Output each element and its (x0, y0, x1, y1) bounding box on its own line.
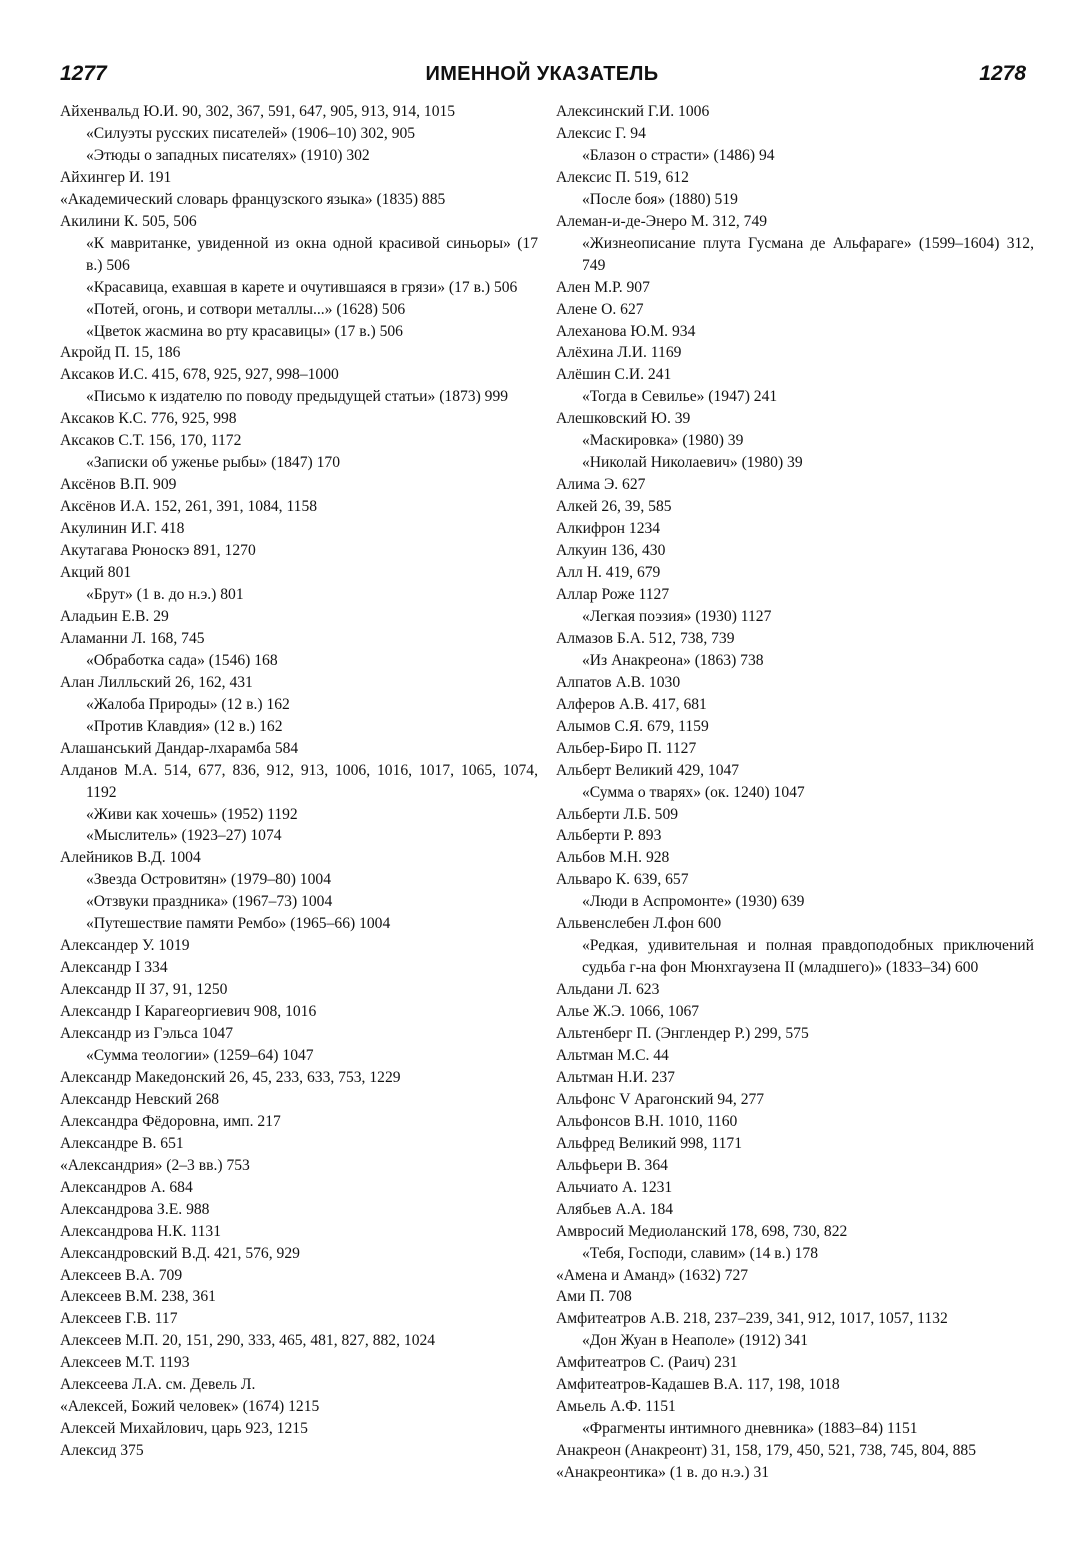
index-entry: Альбов М.Н. 928 (556, 849, 670, 867)
index-entry: Альберт Великий 429, 1047 (556, 761, 740, 779)
index-entry: «Александрия» (2–3 вв.) 753 (60, 1156, 250, 1174)
index-subentry: «Против Клавдия» (12 в.) 162 (86, 717, 283, 735)
index-subentry: «Красавица, ехавшая в карете и очутившаяся в грязи» (17 в.) 506 (86, 278, 518, 296)
index-subentry: «Блазон о страсти» (1486) 94 (582, 146, 775, 164)
index-entry: Альфред Великий 998, 1171 (556, 1134, 743, 1152)
index-entry: Алкей 26, 39, 585 (556, 498, 672, 516)
index-subentry: «Письмо к издателю по поводу предыдущей статьи» (1873) 999 (86, 388, 509, 406)
index-entry: Алеханова Ю.М. 934 (556, 322, 696, 340)
index-entry: Алешковский Ю. 39 (556, 410, 691, 428)
index-entry: «Академический словарь французского языка» (1835) 885 (60, 190, 446, 208)
index-entry: Александр из Гэльса 1047 (60, 1025, 234, 1043)
index-subentry: «Путешествие памяти Рембо» (1965–66) 1004 (86, 915, 391, 933)
index-entry: Аксаков И.С. 415, 678, 925, 927, 998–1000 (60, 366, 339, 384)
index-entry: Аксёнов И.А. 152, 261, 391, 1084, 1158 (60, 498, 318, 516)
index-entry: Айхенвальд Ю.И. 90, 302, 367, 591, 647, 905, 913, 914, 1015 (60, 103, 456, 120)
index-entry: Александре В. 651 (60, 1134, 184, 1152)
index-entry: Альчиато А. 1231 (556, 1178, 673, 1196)
index-entry: Алашанський Дандар-лхарамба 584 (60, 739, 299, 757)
index-entry: Ами П. 708 (556, 1288, 632, 1306)
index-entry: Александровский В.Д. 421, 576, 929 (60, 1244, 300, 1262)
index-entry: Алферов А.В. 417, 681 (556, 695, 707, 713)
index-entry: Аладьин Е.В. 29 (60, 607, 169, 625)
index-entry: Акилини К. 505, 506 (60, 212, 197, 230)
index-subentry: «Маскировка» (1980) 39 (582, 432, 744, 450)
index-entry: Акутагава Рюноскэ 891, 1270 (60, 542, 256, 560)
index-subentry: «Записки об уженье рыбы» (1847) 170 (86, 454, 340, 472)
index-entry: Алене О. 627 (556, 300, 644, 318)
index-entry: Александр Невский 268 (60, 1090, 220, 1108)
index-entry: Алексеев В.М. 238, 361 (60, 1288, 216, 1306)
index-entry: Ален М.Р. 907 (556, 278, 650, 296)
index-subentry: «Потей, огонь, и сотвори металлы...» (1628) 506 (86, 300, 406, 318)
index-entry: Александра Фёдоровна, имп. 217 (60, 1112, 281, 1130)
index-entry: Альваро К. 639, 657 (556, 871, 689, 889)
index-entry: Амфитеатров А.В. 218, 237–239, 341, 912, 1017, 1057, 1132 (556, 1310, 948, 1328)
index-entry: Алексис П. 519, 612 (556, 168, 689, 186)
index-entry: Аксёнов В.П. 909 (60, 476, 177, 494)
index-subentry: «Цветок жасмина во рту красавицы» (17 в.) 506 (86, 322, 403, 340)
index-subentry: «Звезда Островитян» (1979–80) 1004 (86, 871, 331, 889)
page-number-right: 1278 (979, 62, 1026, 85)
index-entry: Альберти Р. 893 (556, 827, 662, 845)
index-entry: Альфьери В. 364 (556, 1156, 668, 1174)
index-subentry: «Силуэты русских писателей» (1906–10) 302, 905 (86, 124, 416, 142)
index-subentry: «Этюды о западных писателях» (1910) 302 (86, 146, 370, 164)
index-subentry: «Дон Жуан в Неаполе» (1912) 341 (582, 1332, 808, 1350)
index-entry: Аллар Роже 1127 (556, 585, 670, 603)
index-subentry: «Отзвуки праздника» (1967–73) 1004 (86, 893, 333, 911)
index-entry: Амфитеатров С. (Раич) 231 (556, 1354, 738, 1372)
index-subentry: «Мыслитель» (1923–27) 1074 (86, 827, 282, 845)
index-entry: Аламанни Л. 168, 745 (60, 629, 205, 647)
index-entry: Альбер-Биро П. 1127 (556, 739, 697, 757)
index-subentry: «Тебя, Господи, славим» (14 в.) 178 (582, 1244, 819, 1262)
index-entry: Алданов М.А. 514, 677, 836, 912, 913, 1006, 1016, 1017, 1065, 1074, 1192 (60, 761, 538, 801)
index-entry: Алье Ж.Э. 1066, 1067 (556, 1003, 700, 1021)
index-entry: Алексеев М.Т. 1193 (60, 1354, 190, 1372)
index-entry: Амьель А.Ф. 1151 (556, 1398, 676, 1416)
index-entry: Алима Э. 627 (556, 476, 646, 494)
index-entry: Алексеев В.А. 709 (60, 1266, 183, 1284)
index-entry: Акулинин И.Г. 418 (60, 520, 185, 538)
index-subentry: «Николай Николаевич» (1980) 39 (582, 454, 803, 472)
index-entry: Алябьев А.А. 184 (556, 1200, 674, 1218)
index-entry: Альвенслебен Л.фон 600 (556, 915, 722, 933)
index-subentry: «Из Анакреона» (1863) 738 (582, 651, 764, 669)
index-subentry: «Сумма о тварях» (ок. 1240) 1047 (582, 783, 805, 801)
index-entry: «Алексей, Божий человек» (1674) 1215 (60, 1398, 320, 1416)
index-entry: Альдани Л. 623 (556, 981, 660, 999)
index-entry: Аксаков С.Т. 156, 170, 1172 (60, 432, 242, 450)
index-entry: Альтман Н.И. 237 (556, 1068, 675, 1086)
index-subentry: «Обработка сада» (1546) 168 (86, 651, 278, 669)
index-entry: Акций 801 (60, 564, 132, 582)
index-entry: Альберти Л.Б. 509 (556, 805, 679, 823)
index-column-right (556, 101, 1034, 1484)
index-entry: Алексеева Л.А. см. Девель Л. (60, 1376, 256, 1394)
index-subentry: «Легкая поэзия» (1930) 1127 (582, 607, 772, 625)
index-subentry: «Жизнеописание плута Гусмана де Альфараге» (1599–1604) 312, 749 (582, 234, 1034, 274)
index-entry: Алёхина Л.И. 1169 (556, 344, 682, 362)
index-subentry: «Редкая, удивительная и полная правдоподобных приключений судьба г-на фон Мюнхгаузена II (младшего)» (1833–34) 600 (582, 937, 1034, 977)
running-title: ИМЕННОЙ УКАЗАТЕЛЬ (425, 63, 659, 85)
index-entry: Александер У. 1019 (60, 937, 190, 955)
index-entry: Алексинский Г.И. 1006 (556, 103, 710, 120)
index-entry: Александров А. 684 (60, 1178, 193, 1196)
index-entry: Алпатов А.В. 1030 (556, 673, 681, 691)
index-subentry: «Фрагменты интимного дневника» (1883–84) 1151 (582, 1420, 918, 1438)
index-entry: Алексеев М.П. 20, 151, 290, 333, 465, 481, 827, 882, 1024 (60, 1332, 436, 1350)
index-entry: Алмазов Б.А. 512, 738, 739 (556, 629, 735, 647)
index-entry: Алкифрон 1234 (556, 520, 661, 538)
index-subentry: «Брут» (1 в. до н.э.) 801 (86, 585, 244, 603)
index-entry: Алымов С.Я. 679, 1159 (556, 717, 709, 735)
index-subentry: «Сумма теологии» (1259–64) 1047 (86, 1046, 314, 1064)
index-entry: Алейников В.Д. 1004 (60, 849, 201, 867)
index-entry: Александр II 37, 91, 1250 (60, 981, 228, 999)
index-column-left (60, 101, 538, 1462)
index-entry: Алл Н. 419, 679 (556, 564, 661, 582)
index-entry: Анакреон (Анакреонт) 31, 158, 179, 450, 521, 738, 745, 804, 885 (556, 1442, 977, 1460)
index-entry: Альтенберг П. (Энглендер Р.) 299, 575 (556, 1025, 809, 1043)
index-entry: Акройд П. 15, 186 (60, 344, 181, 362)
index-entry: Алан Лилльский 26, 162, 431 (60, 673, 253, 691)
index-entry: Алексид 375 (60, 1442, 144, 1460)
index-entry: Аксаков К.С. 776, 925, 998 (60, 410, 237, 428)
index-subentry: «Жалоба Природы» (12 в.) 162 (86, 695, 290, 713)
index-entry: Алексис Г. 94 (556, 124, 646, 142)
index-subentry: «Живи как хочешь» (1952) 1192 (86, 805, 298, 823)
index-entry: Александр I Карагеоргиевич 908, 1016 (60, 1003, 317, 1021)
index-subentry: «После боя» (1880) 519 (582, 190, 738, 208)
index-subentry: «К мавританке, увиденной из окна одной красивой синьоры» (17 в.) 506 (86, 234, 538, 274)
index-entry: «Анакреонтика» (1 в. до н.э.) 31 (556, 1464, 770, 1482)
index-entry: Алеман-и-де-Энеро М. 312, 749 (556, 212, 768, 230)
page-number-left: 1277 (60, 62, 107, 85)
index-entry: Альтман М.С. 44 (556, 1046, 669, 1064)
index-entry: Амвросий Медиоланский 178, 698, 730, 822 (556, 1222, 848, 1240)
index-subentry: «Тогда в Севилье» (1947) 241 (582, 388, 778, 406)
index-entry: Алексей Михайлович, царь 923, 1215 (60, 1420, 308, 1438)
index-entry: Александр I 334 (60, 959, 168, 977)
index-entry: Александрова З.Е. 988 (60, 1200, 210, 1218)
index-entry: Айхингер И. 191 (60, 168, 172, 186)
index-entry: Алкуин 136, 430 (556, 542, 666, 560)
index-entry: Алёшин С.И. 241 (556, 366, 672, 384)
index-entry: «Амена и Аманд» (1632) 727 (556, 1266, 749, 1284)
index-entry: Альфонс V Арагонский 94, 277 (556, 1090, 765, 1108)
index-entry: Альфонсов В.Н. 1010, 1160 (556, 1112, 738, 1130)
index-entry: Алексеев Г.В. 117 (60, 1310, 178, 1328)
running-header (0, 60, 1084, 94)
index-entry: Александрова Н.К. 1131 (60, 1222, 222, 1240)
index-subentry: «Люди в Аспромонте» (1930) 639 (582, 893, 805, 911)
index-entry: Амфитеатров-Кадашев В.А. 117, 198, 1018 (556, 1376, 840, 1394)
index-entry: Александр Македонский 26, 45, 233, 633, 753, 1229 (60, 1068, 401, 1086)
